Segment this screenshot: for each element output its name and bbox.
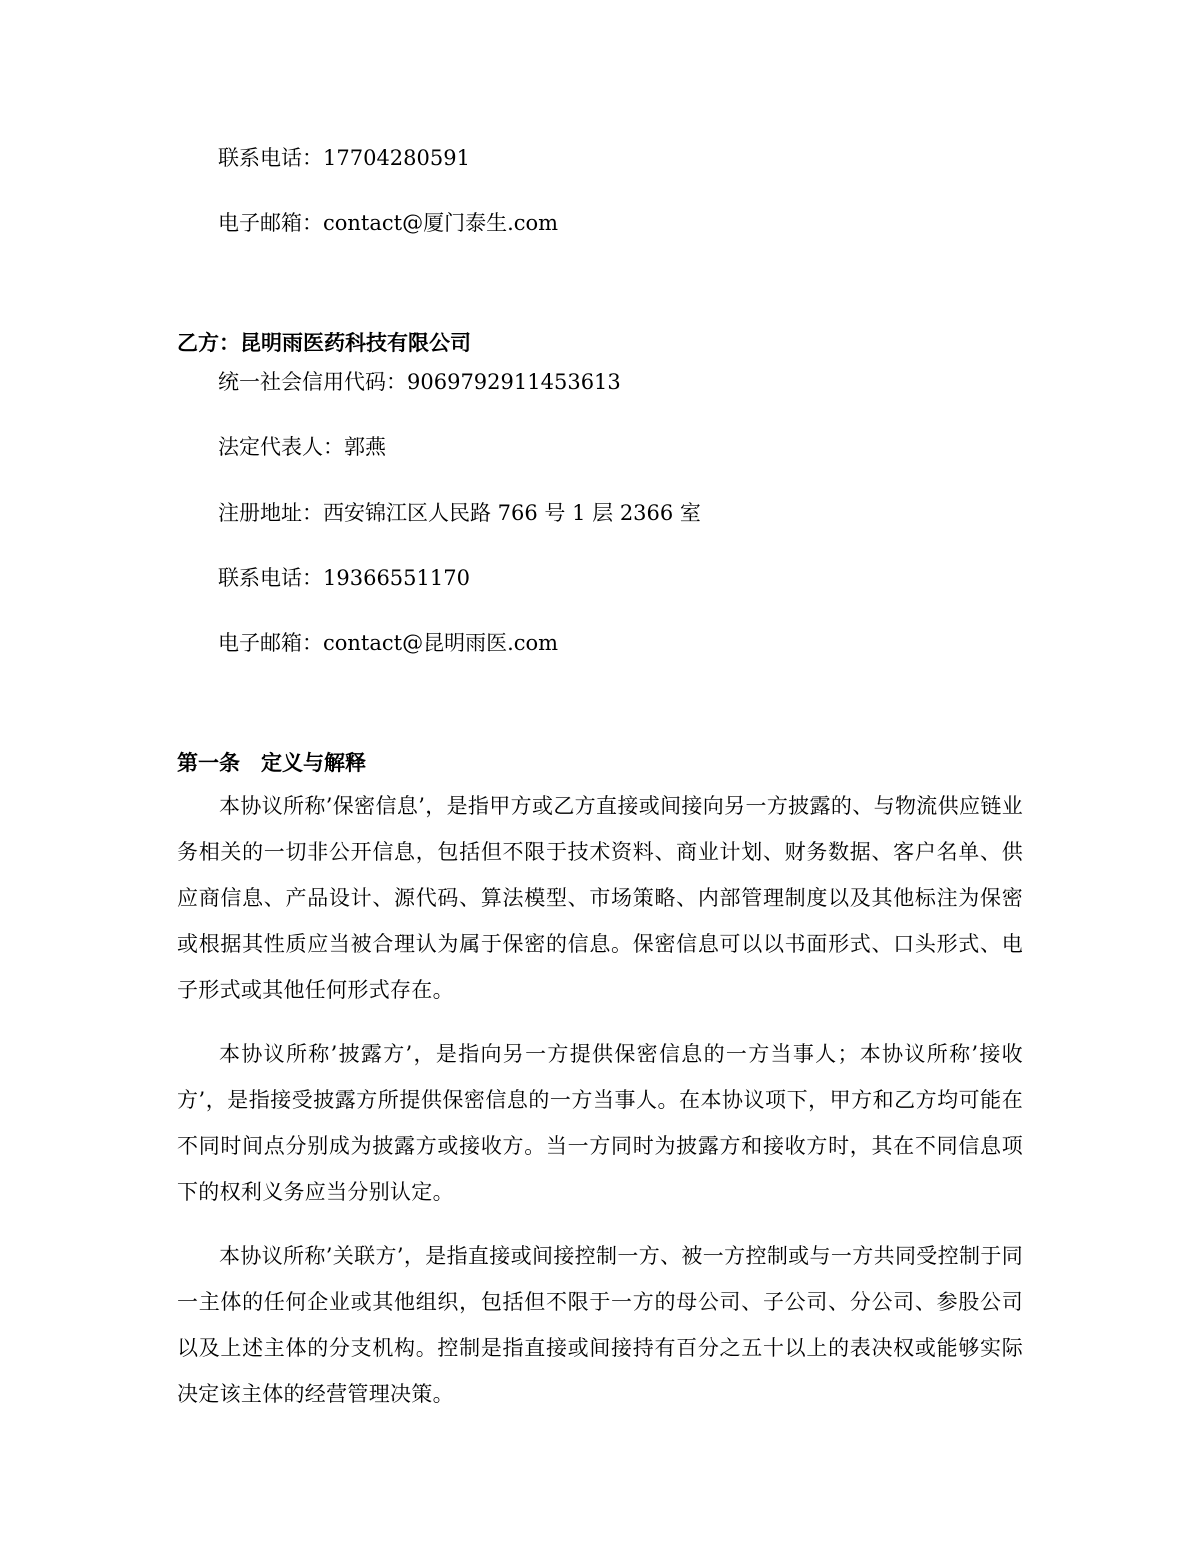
article-1-paragraph-1: 本协议所称’保密信息’，是指甲方或乙方直接或间接向另一方披露的、与物流供应链业务相关的一切非公开信息，包括但不限于技术资料、商业计划、财务数据、客户名单、供应商信息、产品设计、源代码、算法模型、市场策略、内部管理制度以及其他标注为保密或根据其性质应当被合理认为属于保密的信息。保密信息可以以书面形式、口头形式、电子形式或其他任何形式存在。 [177, 794, 1023, 1002]
party-b-legal-rep: 法定代表人：郭燕 [218, 435, 386, 459]
party-a-phone: 联系电话：17704280591 [218, 146, 470, 170]
article-1-paragraph-2: 本协议所称’披露方’，是指向另一方提供保密信息的一方当事人；本协议所称’接收方’，是指接受披露方所提供保密信息的一方当事人。在本协议项下，甲方和乙方均可能在不同时间点分别成为披露方或接收方。当一方同时为披露方和接收方时，其在不同信息项下的权利义务应当分别认定。 [177, 1042, 1023, 1204]
party-b-email: 电子邮箱：contact@昆明雨医.com [218, 631, 559, 655]
article-1-paragraph-3: 本协议所称’关联方’，是指直接或间接控制一方、被一方控制或与一方共同受控制于同一主体的任何企业或其他组织，包括但不限于一方的母公司、子公司、分公司、参股公司以及上述主体的分支机构。控制是指直接或间接持有百分之五十以上的表决权或能够实际决定该主体的经营管理决策。 [177, 1244, 1023, 1406]
party-a-email: 电子邮箱：contact@厦门泰生.com [218, 211, 559, 235]
party-b-credit-code: 统一社会信用代码：9069792911453613 [218, 370, 621, 394]
article-1-heading: 第一条 定义与解释 [177, 751, 366, 775]
party-b-phone: 联系电话：19366551170 [218, 566, 470, 590]
party-b-heading: 乙方：昆明雨医药科技有限公司 [177, 331, 471, 355]
party-b-address: 注册地址：西安锦江区人民路 766 号 1 层 2366 室 [218, 501, 701, 525]
